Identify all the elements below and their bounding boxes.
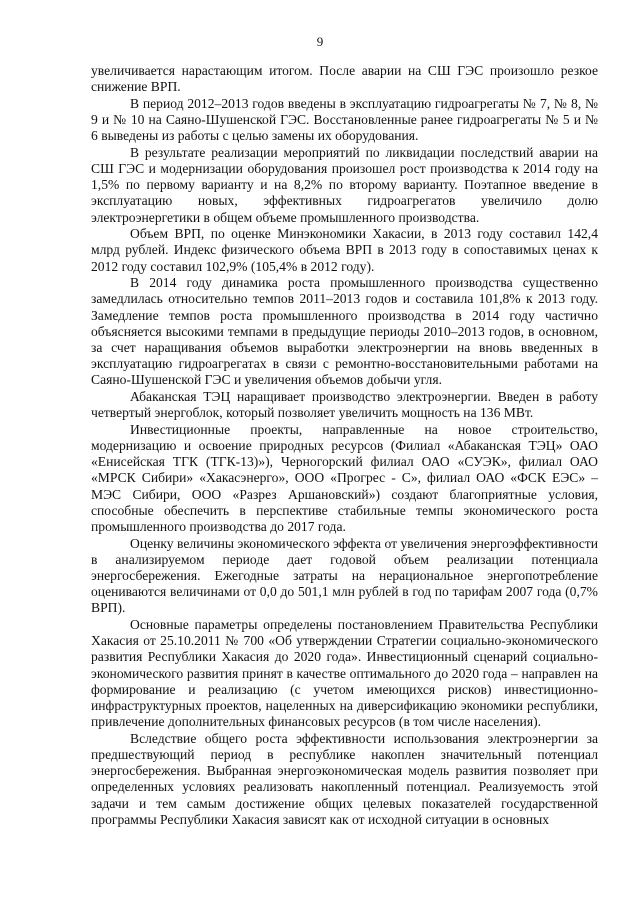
paragraph: Оценку величины экономического эффекта от увеличения энергоэффективности в анализируемом периоде дает годовой объем реализации потенциала энергосбережения. Ежегодные затраты на нерациональное энергопотребление оцениваются величинами от 0,0 до 501,1 млн рублей в год по тарифам 2007 года (0,7% ВРП). bbox=[91, 535, 598, 616]
paragraph: Инвестиционные проекты, направленные на новое строительство, модернизацию и освоение природных ресурсов (Филиал «Абаканская ТЭЦ» ОАО «Енисейская ТГК (ТГК-13)»), Черногорский филиал ОАО «СУЭК», филиал ОАО «МРСК Сибири» «Хакасэнерго», ООО «Прогрес - С», филиал ОАО «ФСК ЕЭС» – МЭС Сибири, ООО «Разрез Аршановский») создают благоприятные условия, способные обеспечить в перспективе стабильные темпы экономического роста промышленного производства до 2017 года. bbox=[91, 421, 598, 535]
paragraph: В результате реализации мероприятий по ликвидации последствий аварии на СШ ГЭС и модернизации оборудования произошел рост производства к 2014 году на 1,5% по первому варианту и на 8,2% по второму варианту. Поэтапное введение в эксплуатацию новых, эффективных гидроагрегатов увеличило долю электроэнергетики в общем объеме промышленного производства. bbox=[91, 144, 598, 225]
paragraph: Объем ВРП, по оценке Минэкономики Хакасии, в 2013 году составил 142,4 млрд рублей. Индекс физического объема ВРП в 2013 году в сопоставимых ценах к 2012 году составил 102,9% (105,4% в 2012 году). bbox=[91, 226, 598, 274]
paragraph: увеличивается нарастающим итогом. После аварии на СШ ГЭС произошло резкое снижение ВРП. bbox=[91, 63, 598, 95]
paragraph: В период 2012–2013 годов введены в эксплуатацию гидроагрегаты № 7, № 8, № 9 и № 10 на Саяно-Шушенской ГЭС. Восстановленные ранее гидроагрегаты № 5 и № 6 выведены из работы с целью замены их оборудования. bbox=[91, 95, 598, 144]
paragraph: Основные параметры определены постановлением Правительства Республики Хакасия от 25.10.2011 № 700 «Об утверждении Стратегии социально-экономического развития Республики Хакасия до 2020 года». Инвестиционный сценарий социально-экономического развития принят в качестве оптимального до 2020 года – направлен на формирование и реализацию (с учетом имеющихся рисков) инвестиционно-инфраструктурных проектов, нацеленных на диверсификацию экономики республики, привлечение дополнительных финансовых ресурсов (в том числе населения). bbox=[91, 617, 598, 730]
body-text bbox=[91, 63, 598, 828]
paragraph: В 2014 году динамика роста промышленного производства существенно замедлилась относительно темпов 2011–2013 годов и составила 101,8% к 2013 году. Замедление темпов роста промышленного производства в 2014 году частично объясняется высокими темпами в предыдущие периоды 2010–2013 годов, в основном, за счет наращивания объемов выработки электроэнергии на вновь введенных в эксплуатацию гидроагрегатах в связи с ремонтно-восстановительными работами на Саяно-Шушенской ГЭС и увеличения объемов добычи угля. bbox=[91, 275, 598, 388]
page-number: 9 bbox=[316, 34, 324, 49]
paragraph: Абаканская ТЭЦ наращивает производство электроэнергии. Введен в работу четвертый энергоблок, который позволяет увеличить мощность на 136 МВт. bbox=[91, 389, 598, 421]
paragraph: Вследствие общего роста эффективности использования электроэнергии за предшествующий период в республике накоплен значительный потенциал энергосбережения. Выбранная энергоэкономическая модель развития позволяет при определенных условиях реализовать накопленный потенциал. Реализуемость этой задачи и тем самым достижение общих целевых показателей государственной программы Республики Хакасия зависят как от исходной ситуации в основных bbox=[91, 730, 598, 827]
